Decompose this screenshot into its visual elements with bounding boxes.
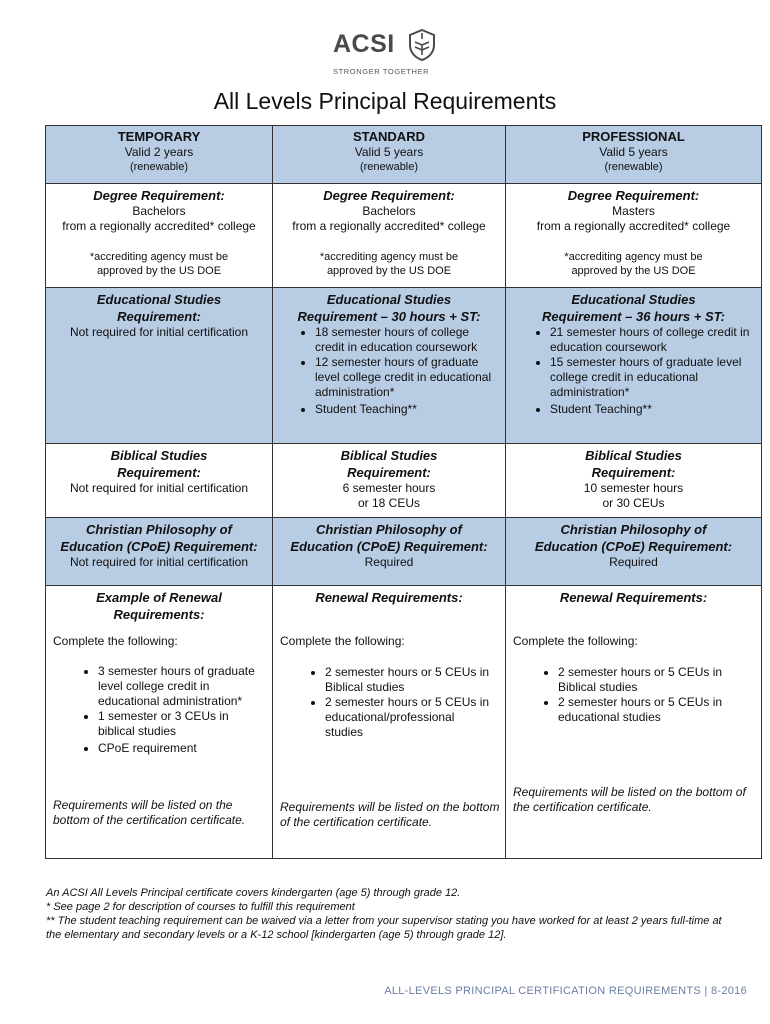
edu-heading: Educational Studies — [571, 292, 696, 307]
list-item: • 2 semester hours or 5 CEUs in Biblical studies — [558, 665, 751, 695]
renewal-heading: Requirements: — [113, 607, 205, 622]
cpoe-heading: Christian Philosophy of — [316, 522, 462, 537]
accreditation-note: approved by the US DOE — [326, 265, 452, 277]
temporary-bib-cell — [46, 444, 273, 518]
footnote: * See page 2 for description of courses to fulfill this requirement — [46, 901, 355, 913]
renewable-text: (renewable) — [359, 161, 419, 173]
cpoe-heading: Education (CPoE) Requirement: — [290, 539, 488, 554]
professional-degree-cell — [506, 184, 762, 288]
standard-renewal-cell — [273, 586, 506, 859]
validity-text: Valid 2 years — [124, 145, 194, 159]
bib-text: 10 semester hours — [583, 481, 684, 495]
cpoe-text: Required — [364, 555, 414, 569]
cpoe-text: Required — [609, 555, 658, 569]
list-item: • 2 semester hours or 5 CEUs in Biblical studies — [325, 665, 495, 695]
degree-value: Bachelors — [362, 204, 416, 218]
renewal-closing: Requirements will be listed on the bottom of the certification certificate. — [53, 798, 246, 827]
list-item: • Student Teaching** — [315, 402, 495, 417]
logo-wordmark: ACSI — [333, 30, 395, 58]
standard-edu-cell — [273, 288, 506, 444]
bib-heading: Requirement: — [347, 465, 431, 480]
accreditation-note: *accrediting agency must be — [89, 251, 229, 263]
degree-row — [46, 184, 762, 288]
accreditation-note: *accrediting agency must be — [564, 251, 703, 263]
renewal-heading: Renewal Requirements: — [315, 590, 463, 605]
requirements-table — [45, 125, 762, 859]
logo-tagline: STRONGER TOGETHER — [333, 67, 430, 76]
edu-bullet-list — [277, 325, 501, 417]
edu-bullet-list — [510, 325, 757, 417]
level-name: STANDARD — [353, 129, 425, 144]
footnote: An ACSI All Levels Principal certificate covers kindergarten (age 5) through grade 12. — [46, 887, 461, 899]
renewable-text: (renewable) — [604, 161, 663, 173]
renewal-heading: Example of Renewal — [96, 590, 222, 605]
degree-source: from a regionally accredited* college — [536, 219, 731, 233]
list-item: • 21 semester hours of college credit in education coursework — [550, 325, 753, 355]
degree-source: from a regionally accredited* college — [292, 219, 486, 233]
edu-heading: Requirement – 36 hours + ST: — [542, 309, 725, 324]
degree-heading: Degree Requirement: — [567, 188, 700, 203]
level-name: TEMPORARY — [117, 129, 201, 144]
list-item: • 3 semester hours of graduate level college credit in educational administration* — [98, 664, 262, 709]
cpoe-heading: Education (CPoE) Requirement: — [534, 539, 733, 554]
renewal-bullet-list — [277, 665, 501, 740]
professional-bib-cell — [506, 444, 762, 518]
bib-text: or 18 CEUs — [357, 496, 421, 510]
renewal-bullet-list — [510, 665, 757, 725]
standard-degree-cell — [273, 184, 506, 288]
accreditation-note: *accrediting agency must be — [319, 251, 459, 263]
professional-cpoe-cell — [506, 518, 762, 586]
degree-heading: Degree Requirement: — [323, 188, 455, 203]
bib-text: Not required for initial certification — [69, 481, 249, 495]
temporary-header-cell — [46, 126, 273, 184]
footnotes — [46, 886, 726, 942]
temporary-degree-cell — [46, 184, 273, 288]
renewal-closing: Requirements will be listed on the bottom of the certification certificate. — [280, 800, 500, 829]
bib-text: or 30 CEUs — [602, 496, 665, 510]
renewal-bullet-list — [50, 664, 268, 756]
acsi-logo — [333, 28, 439, 78]
renewal-row — [46, 586, 762, 859]
level-header-row — [46, 126, 762, 184]
renewal-intro: Complete the following: — [53, 634, 178, 648]
list-item: • 2 semester hours or 5 CEUs in educational studies — [558, 695, 751, 725]
standard-cpoe-cell — [273, 518, 506, 586]
validity-text: Valid 5 years — [599, 145, 668, 159]
bib-text: 6 semester hours — [342, 481, 436, 495]
list-item: • 15 semester hours of graduate level college credit in educational administration* — [550, 355, 753, 400]
page-footer: ALL-LEVELS PRINCIPAL CERTIFICATION REQUIREMENTS | 8-2016 — [384, 985, 747, 997]
edu-heading: Educational Studies — [96, 292, 222, 307]
cpoe-row — [46, 518, 762, 586]
temporary-renewal-cell — [46, 586, 273, 859]
page-title: All Levels Principal Requirements — [213, 88, 557, 114]
degree-source: from a regionally accredited* college — [62, 219, 256, 233]
degree-value: Masters — [612, 204, 655, 218]
bib-heading: Requirement: — [591, 465, 676, 480]
list-item: • CPoE requirement — [98, 741, 262, 756]
edu-heading: Educational Studies — [326, 292, 452, 307]
accreditation-note: approved by the US DOE — [571, 265, 696, 277]
bib-heading: Requirement: — [117, 465, 201, 480]
professional-edu-cell — [506, 288, 762, 444]
professional-renewal-cell — [506, 586, 762, 859]
edu-text: Not required for initial certification — [69, 325, 249, 339]
bib-heading: Biblical Studies — [340, 448, 438, 463]
temporary-cpoe-cell — [46, 518, 273, 586]
list-item: • 2 semester hours or 5 CEUs in educational/professional studies — [325, 695, 495, 740]
renewal-intro: Complete the following: — [280, 634, 405, 648]
standard-bib-cell — [273, 444, 506, 518]
footnote: ** The student teaching requirement can be waived via a letter from your supervisor stating you have worked for at least 2 years full-time at the elementary and secondary levels or a K-12 school [kindergarten (age 5) through grade 12]. — [46, 915, 722, 941]
cpoe-heading: Education (CPoE) Requirement: — [60, 539, 258, 554]
edu-heading: Requirement – 30 hours + ST: — [297, 309, 481, 324]
shield-book-icon — [407, 28, 437, 62]
biblical-studies-row — [46, 444, 762, 518]
degree-value: Bachelors — [132, 204, 186, 218]
professional-header-cell — [506, 126, 762, 184]
renewal-intro: Complete the following: — [513, 634, 638, 648]
cpoe-text: Not required for initial certification — [69, 555, 249, 569]
edu-heading: Requirement: — [117, 309, 201, 324]
level-name: PROFESSIONAL — [582, 129, 685, 144]
list-item: • Student Teaching** — [550, 402, 753, 417]
accreditation-note: approved by the US DOE — [96, 265, 222, 277]
renewal-closing: Requirements will be listed on the bottom of the certification certificate. — [513, 785, 746, 814]
educational-studies-row — [46, 288, 762, 444]
list-item: • 1 semester or 3 CEUs in biblical studies — [98, 709, 262, 739]
cpoe-heading: Christian Philosophy of — [560, 522, 707, 537]
renewable-text: (renewable) — [129, 161, 189, 173]
standard-header-cell — [273, 126, 506, 184]
cpoe-heading: Christian Philosophy of — [86, 522, 232, 537]
list-item: • 18 semester hours of college credit in education coursework — [315, 325, 495, 355]
list-item: • 12 semester hours of graduate level college credit in educational administration* — [315, 355, 495, 400]
bib-heading: Biblical Studies — [110, 448, 208, 463]
bib-heading: Biblical Studies — [585, 448, 682, 463]
degree-heading: Degree Requirement: — [93, 188, 225, 203]
temporary-edu-cell — [46, 288, 273, 444]
renewal-heading: Renewal Requirements: — [559, 590, 708, 605]
validity-text: Valid 5 years — [354, 145, 424, 159]
